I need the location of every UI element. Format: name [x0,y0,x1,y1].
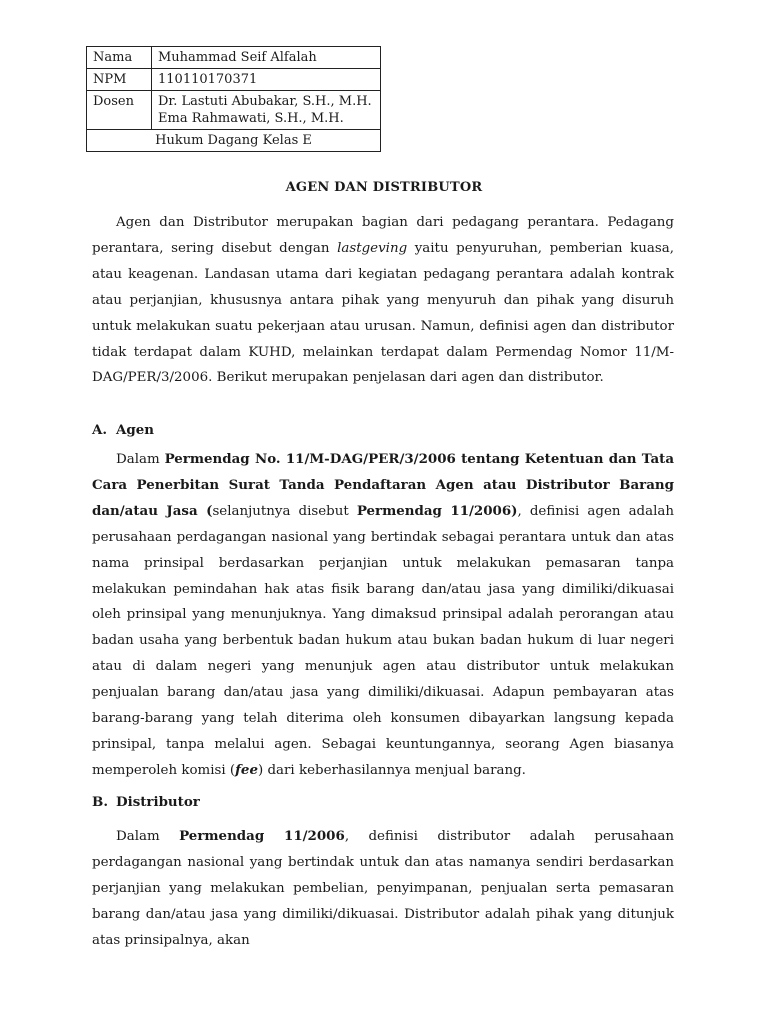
lecturer-name-2: Ema Rahmawati, S.H., M.H. [158,111,344,126]
term-fee: fee [235,761,258,778]
npm-label: NPM [87,69,152,91]
document-title: AGEN DAN DISTRIBUTOR [285,180,483,195]
table-row [87,91,381,130]
student-info-table [86,46,381,152]
lecturer-value [152,91,381,130]
section-a-heading: A. Agen [92,422,155,438]
lecturer-label: Dosen [87,91,152,130]
section-a-paragraph: Dalam Permendag No. 11/M-DAG/PER/3/2006 tentang Ketentuan dan Tata Cara Penerbitan Surat Tanda Pendaftaran Agen atau Distributor Barang dan/atau Jasa (selanjutnya disebut Permendag 11/2006), definisi agen adalah perusahaan perdagangan nasional yang bertindak sebagai perantara untuk dan atas nama prinsipal berdasarkan perjanjian untuk melakukan pemasaran tanpa melakukan pemindahan hak atas fisik barang dan/atau jasa yang dimiliki/dikuasai oleh prinsipal yang menunjuknya. Yang dimaksud prinsipal adalah perorangan atau badan usaha yang berbentuk badan hukum atau bukan badan hukum di luar negeri atau di dalam negeri yang menunjuk agen atau distributor untuk melakukan penjualan barang dan/atau jasa yang dimiliki/dikuasai. Adapun pembayaran atas barang-barang yang telah diterima oleh konsumen dibayarkan langsung kepada prinsipal, tanpa melalui agen. Sebagai keuntungannya, seorang Agen biasanya memperoleh komisi (fee) dari keberhasilannya menjual barang. [92,451,674,778]
table-row [87,69,381,91]
name-value: Muhammad Seif Alfalah [152,47,381,69]
section-b-heading: B. Distributor [92,794,200,810]
term-lastgeving: lastgeving [337,240,408,256]
lecturer-name-1: Dr. Lastuti Abubakar, S.H., M.H. [158,94,372,109]
table-row [87,47,381,69]
intro-paragraph: Agen dan Distributor merupakan bagian dari pedagang perantara. Pedagang perantara, sering disebut dengan lastgeving yaitu penyuruhan, pemberian kuasa, atau keagenan. Landasan utama dari kegiatan pedagang perantara adalah kontrak atau perjanjian, khususnya antara pihak yang menyuruh dan pihak yang disuruh untuk melakukan suatu pekerjaan atau urusan. Namun, definisi agen dan distributor tidak terdapat dalam KUHD, melainkan terdapat dalam Permendag Nomor 11/M-DAG/PER/3/2006. Berikut merupakan penjelasan dari agen dan distributor. [92,215,674,386]
course-name: Hukum Dagang Kelas E [87,130,381,152]
section-b-paragraph: Dalam Permendag 11/2006, definisi distributor adalah perusahaan perdagangan nasional yang bertindak untuk dan atas namanya sendiri berdasarkan perjanjian yang melakukan pembelian, penyimpanan, penjualan serta pemasaran barang dan/atau jasa yang dimiliki/dikuasai. Distributor adalah pihak yang ditunjuk atas prinsipalnya, akan [92,828,674,948]
npm-value: 110110170371 [152,69,381,91]
table-row [87,130,381,152]
name-label: Nama [87,47,152,69]
